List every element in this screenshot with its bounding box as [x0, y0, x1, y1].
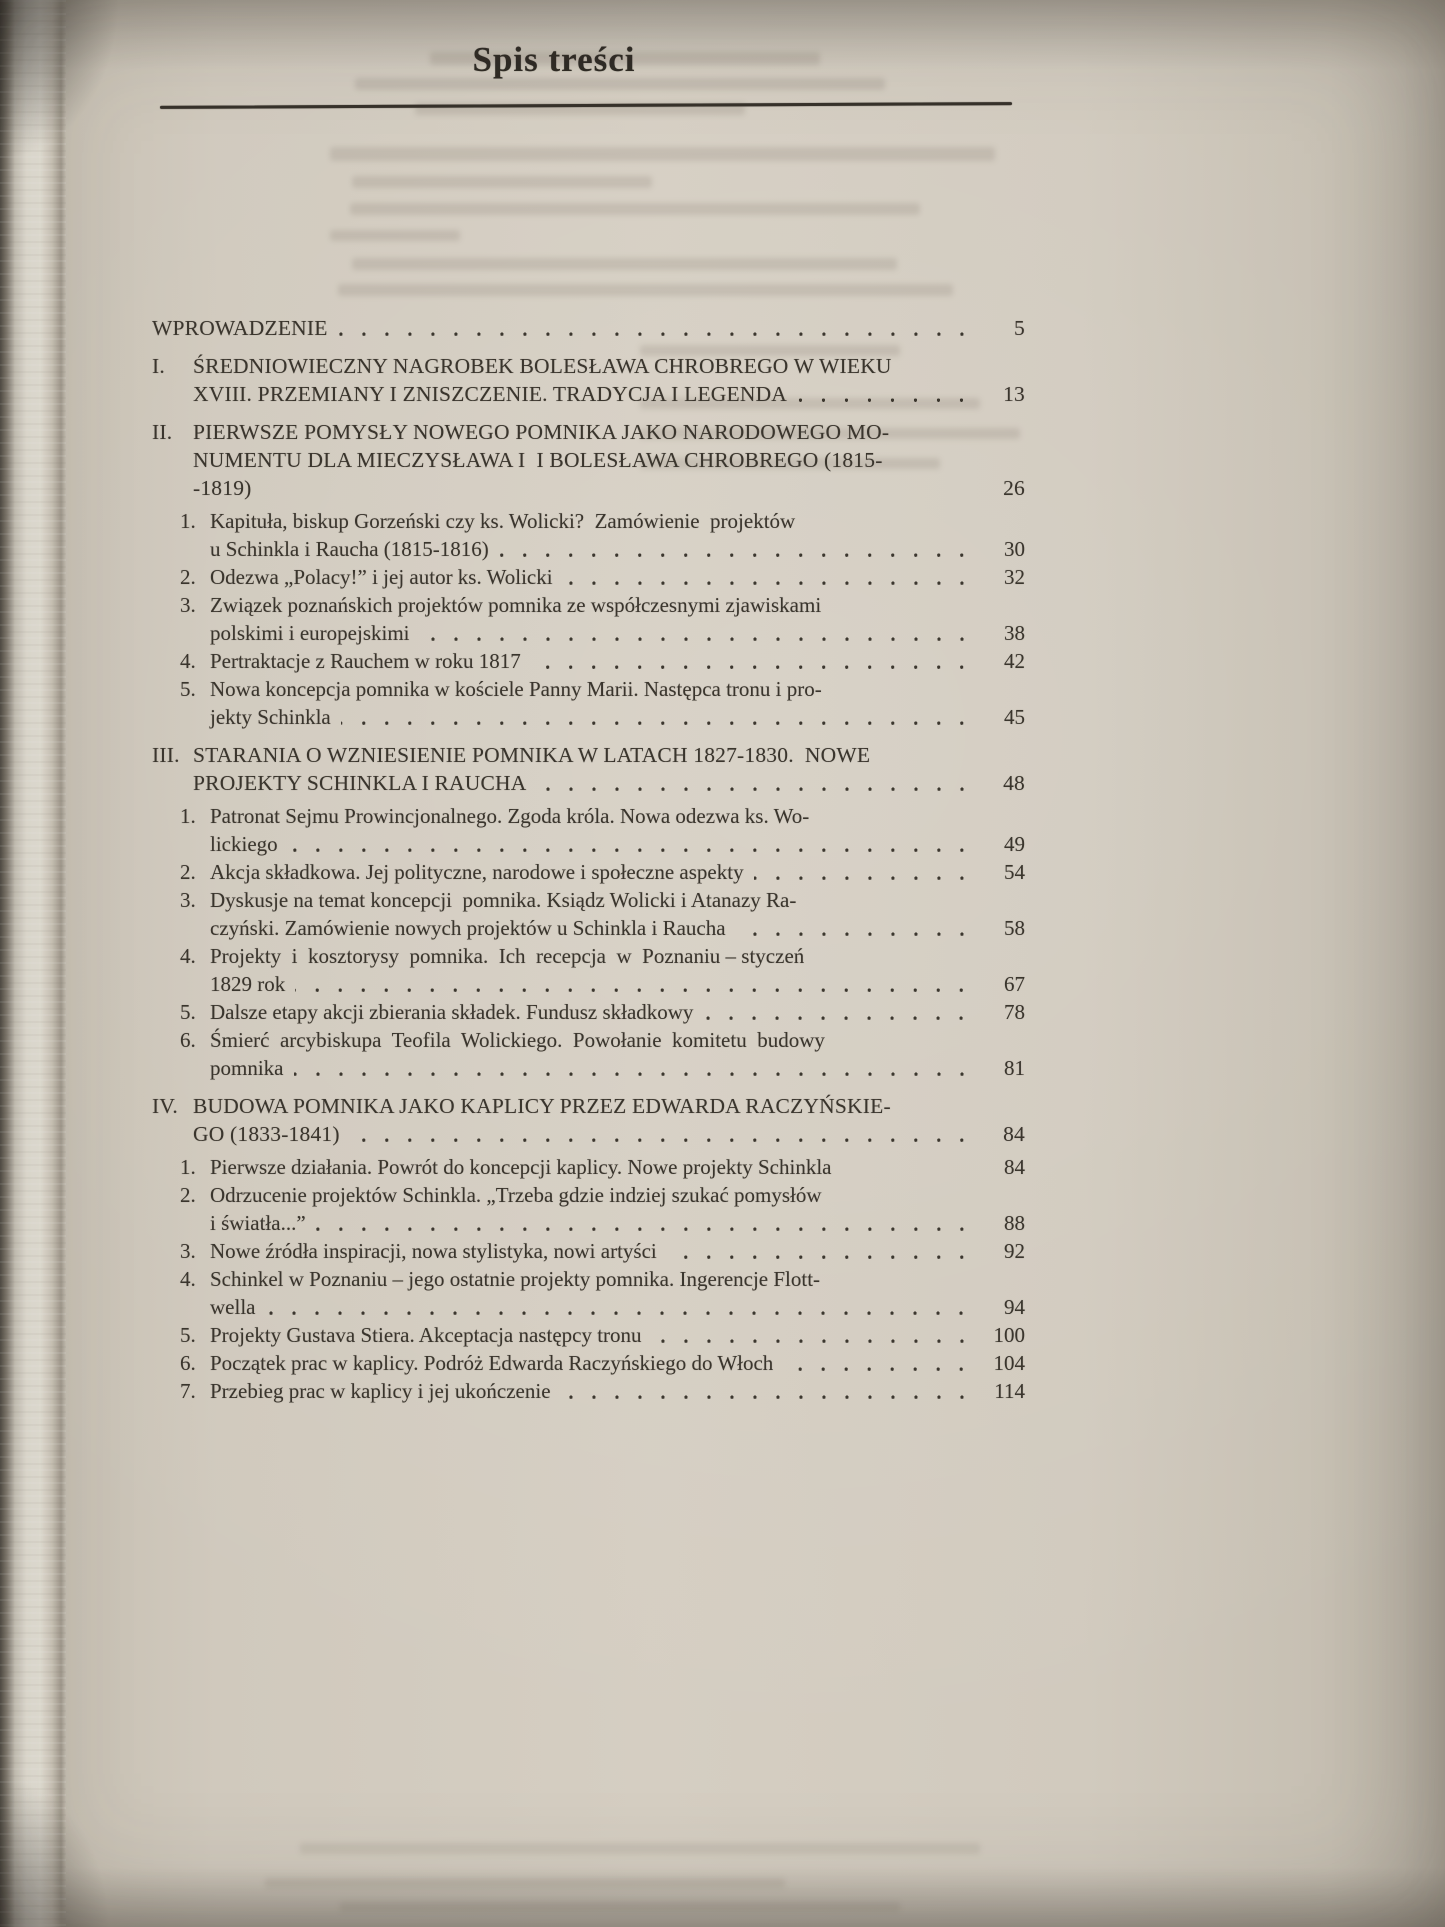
toc-entry-number: 2.	[180, 1183, 196, 1207]
toc-entry	[152, 1349, 1025, 1377]
toc-entry-number: II.	[152, 420, 173, 444]
toc-entry	[152, 741, 1025, 797]
toc-page-number: 13	[1003, 382, 1025, 406]
dot-leader	[499, 535, 973, 563]
toc-page-number: 81	[1004, 1056, 1025, 1080]
dot-leader	[288, 830, 973, 858]
toc-page-number: 54	[1004, 860, 1025, 884]
toc-entry-text: Pertraktacje z Rauchem w roku 1817	[210, 649, 521, 673]
toc-entry-text: u Schinkla i Raucha (1815-1816)	[210, 537, 489, 561]
page-header	[160, 40, 1012, 107]
toc-entry-number: I.	[152, 354, 165, 378]
toc-entry-number: 1.	[180, 1155, 196, 1179]
dot-leader	[338, 314, 973, 342]
toc-entry	[152, 1265, 1025, 1321]
dot-leader	[262, 474, 973, 502]
toc-entry-text: polskimi i europejskimi	[210, 621, 410, 645]
toc-entry-number: 7.	[180, 1379, 196, 1403]
toc-entry	[152, 1092, 1025, 1148]
toc-entry	[152, 998, 1025, 1026]
toc-page-number: 84	[1003, 1122, 1025, 1146]
title-divider	[160, 102, 1012, 109]
toc-entry-text: Nowe źródła inspiracji, nowa stylistyka, nowi artyści	[210, 1239, 657, 1263]
toc-entry-number: 5.	[180, 677, 196, 701]
dot-leader	[754, 858, 973, 886]
toc-entry-text: PROJEKTY SCHINKLA I RAUCHA	[193, 771, 527, 795]
toc-entry-text: GO (1833-1841)	[193, 1122, 340, 1146]
dot-leader	[667, 1237, 973, 1265]
toc-entry	[152, 886, 1025, 942]
toc-entry-text: -1819)	[193, 476, 252, 500]
toc-page-number: 32	[1004, 565, 1025, 589]
toc-page-number: 48	[1003, 771, 1025, 795]
page-title: Spis treści	[472, 40, 636, 79]
toc-entry-number: IV.	[152, 1094, 178, 1118]
toc-entry	[152, 352, 1025, 408]
toc-entry-text: NUMENTU DLA MIECZYSŁAWA I I BOLESŁAWA CHROBREGO (1815-	[193, 448, 883, 472]
toc-entry-text: lickiego	[210, 832, 278, 856]
toc-entry	[152, 1377, 1025, 1405]
toc-entry	[152, 942, 1025, 998]
dot-leader	[736, 914, 973, 942]
toc-entry-number: 3.	[180, 593, 196, 617]
toc-entry-text: Związek poznańskich projektów pomnika ze współczesnymi zjawiskami	[210, 593, 822, 617]
dot-leader	[316, 1209, 973, 1237]
toc-entry-text: Przebieg prac w kaplicy i jej ukończenie	[210, 1379, 551, 1403]
toc-entry-number: 1.	[180, 804, 196, 828]
dot-leader	[652, 1321, 973, 1349]
toc-page-number: 84	[1004, 1155, 1025, 1179]
book-spine-edge	[0, 0, 66, 1927]
toc-page-number: 67	[1004, 972, 1025, 996]
toc-entry-text: XVIII. PRZEMIANY I ZNISZCZENIE. TRADYCJA I LEGENDA	[193, 382, 788, 406]
toc-entry-text: Początek prac w kaplicy. Podróż Edwarda Raczyńskiego do Włoch	[210, 1351, 774, 1375]
dot-leader	[537, 769, 974, 797]
toc-entry-number: 3.	[180, 1239, 196, 1263]
toc-entry	[152, 1237, 1025, 1265]
toc-entry-text: Nowa koncepcja pomnika w kościele Panny Marii. Następca tronu i pro-	[210, 677, 822, 701]
toc-entry-text: 1829 rok	[210, 972, 286, 996]
toc-page-number: 114	[994, 1379, 1025, 1403]
dot-leader	[841, 1153, 973, 1181]
toc-entry	[152, 858, 1025, 886]
dot-leader	[561, 1377, 973, 1405]
toc-page-number: 58	[1004, 916, 1025, 940]
toc-entry-text: Pierwsze działania. Powrót do koncepcji kaplicy. Nowe projekty Schinkla	[210, 1155, 832, 1179]
toc-entry-text: Projekty i kosztorysy pomnika. Ich recepcja w Poznaniu – styczeń	[210, 944, 805, 968]
toc-page-number: 42	[1004, 649, 1025, 673]
dot-leader	[350, 1120, 973, 1148]
toc-page-number: 30	[1004, 537, 1025, 561]
dot-leader	[563, 563, 973, 591]
dot-leader	[295, 970, 973, 998]
toc-entry-number: 2.	[180, 565, 196, 589]
toc-entry-number: 6.	[180, 1351, 196, 1375]
toc-page-number: 100	[993, 1323, 1025, 1347]
toc-entry-text: wella	[210, 1295, 256, 1319]
toc-entry-text: Odezwa „Polacy!” i jej autor ks. Wolicki	[210, 565, 553, 589]
dot-leader	[703, 998, 973, 1026]
toc-entry	[152, 591, 1025, 647]
toc-entry	[152, 1321, 1025, 1349]
dot-leader	[265, 1293, 973, 1321]
toc-page-number: 88	[1004, 1211, 1025, 1235]
toc-entry-number: III.	[152, 743, 180, 767]
toc-list	[152, 314, 1025, 1405]
toc-entry-number: 5.	[180, 1323, 196, 1347]
toc-entry-number: 1.	[180, 509, 196, 533]
toc-entry-text: Dyskusje na temat koncepcji pomnika. Ksiądz Wolicki i Atanazy Ra-	[210, 888, 797, 912]
toc-entry-number: 4.	[180, 944, 196, 968]
toc-entry-text: Śmierć arcybiskupa Teofila Wolickiego. Powołanie komitetu budowy	[210, 1028, 825, 1052]
toc-entry-number: 4.	[180, 1267, 196, 1291]
toc-entry-text: PIERWSZE POMYSŁY NOWEGO POMNIKA JAKO NARODOWEGO MO-	[193, 420, 890, 444]
toc-page-number: 94	[1004, 1295, 1025, 1319]
toc-entry	[152, 563, 1025, 591]
toc-entry	[152, 418, 1025, 502]
toc-page-number: 78	[1004, 1000, 1025, 1024]
dot-leader	[341, 703, 973, 731]
toc-page-number: 104	[993, 1351, 1025, 1375]
toc-entry-text: BUDOWA POMNIKA JAKO KAPLICY PRZEZ EDWARDA RACZYŃSKIE-	[193, 1094, 891, 1118]
toc-entry-text: Projekty Gustava Stiera. Akceptacja następcy tronu	[210, 1323, 642, 1347]
toc-entry-text: jekty Schinkla	[210, 705, 331, 729]
toc-entry-text: Akcja składkowa. Jej polityczne, narodowe i społeczne aspekty	[210, 860, 744, 884]
toc-entry-text: Schinkel w Poznaniu – jego ostatnie projekty pomnika. Ingerencje Flott-	[210, 1267, 821, 1291]
toc-entry	[152, 314, 1025, 342]
dot-leader	[783, 1349, 973, 1377]
toc-entry-text: i światła...”	[210, 1211, 306, 1235]
toc-page-number: 45	[1004, 705, 1025, 729]
toc-entry	[152, 802, 1025, 858]
toc-entry	[152, 647, 1025, 675]
toc-entry-text: STARANIA O WZNIESIENIE POMNIKA W LATACH 1827-1830. NOWE	[193, 743, 871, 767]
dot-leader	[294, 1054, 974, 1082]
toc-entry-text: Dalsze etapy akcji zbierania składek. Fundusz składkowy	[210, 1000, 694, 1024]
dot-leader	[797, 380, 973, 408]
toc-entry-text: czyński. Zamówienie nowych projektów u Schinkla i Raucha	[210, 916, 726, 940]
toc-entry	[152, 507, 1025, 563]
toc-entry-number: 4.	[180, 649, 196, 673]
dot-leader	[420, 619, 974, 647]
toc-entry-text: Patronat Sejmu Prowincjonalnego. Zgoda króla. Nowa odezwa ks. Wo-	[210, 804, 810, 828]
toc-entry-text: Odrzucenie projektów Schinkla. „Trzeba gdzie indziej szukać pomysłów	[210, 1183, 822, 1207]
toc-entry-text: ŚREDNIOWIECZNY NAGROBEK BOLESŁAWA CHROBREGO W WIEKU	[193, 354, 892, 378]
toc-entry-number: 6.	[180, 1028, 196, 1052]
toc-entry	[152, 1181, 1025, 1237]
toc-entry	[152, 1026, 1025, 1082]
toc-entry-text: pomnika	[210, 1056, 284, 1080]
toc-entry-text: Kapituła, biskup Gorzeński czy ks. Wolicki? Zamówienie projektów	[210, 509, 796, 533]
toc-entry-number: 3.	[180, 888, 196, 912]
toc-entry	[152, 675, 1025, 731]
toc-page-number: 92	[1004, 1239, 1025, 1263]
toc-page-number: 26	[1003, 476, 1025, 500]
toc-page-number: 5	[1014, 316, 1025, 340]
toc-entry-number: 5.	[180, 1000, 196, 1024]
toc-page-number: 38	[1004, 621, 1025, 645]
toc-entry	[152, 1153, 1025, 1181]
dot-leader	[531, 647, 973, 675]
toc-entry-text: WPROWADZENIE	[152, 316, 328, 340]
toc-page-number: 49	[1004, 832, 1025, 856]
toc-entry-number: 2.	[180, 860, 196, 884]
